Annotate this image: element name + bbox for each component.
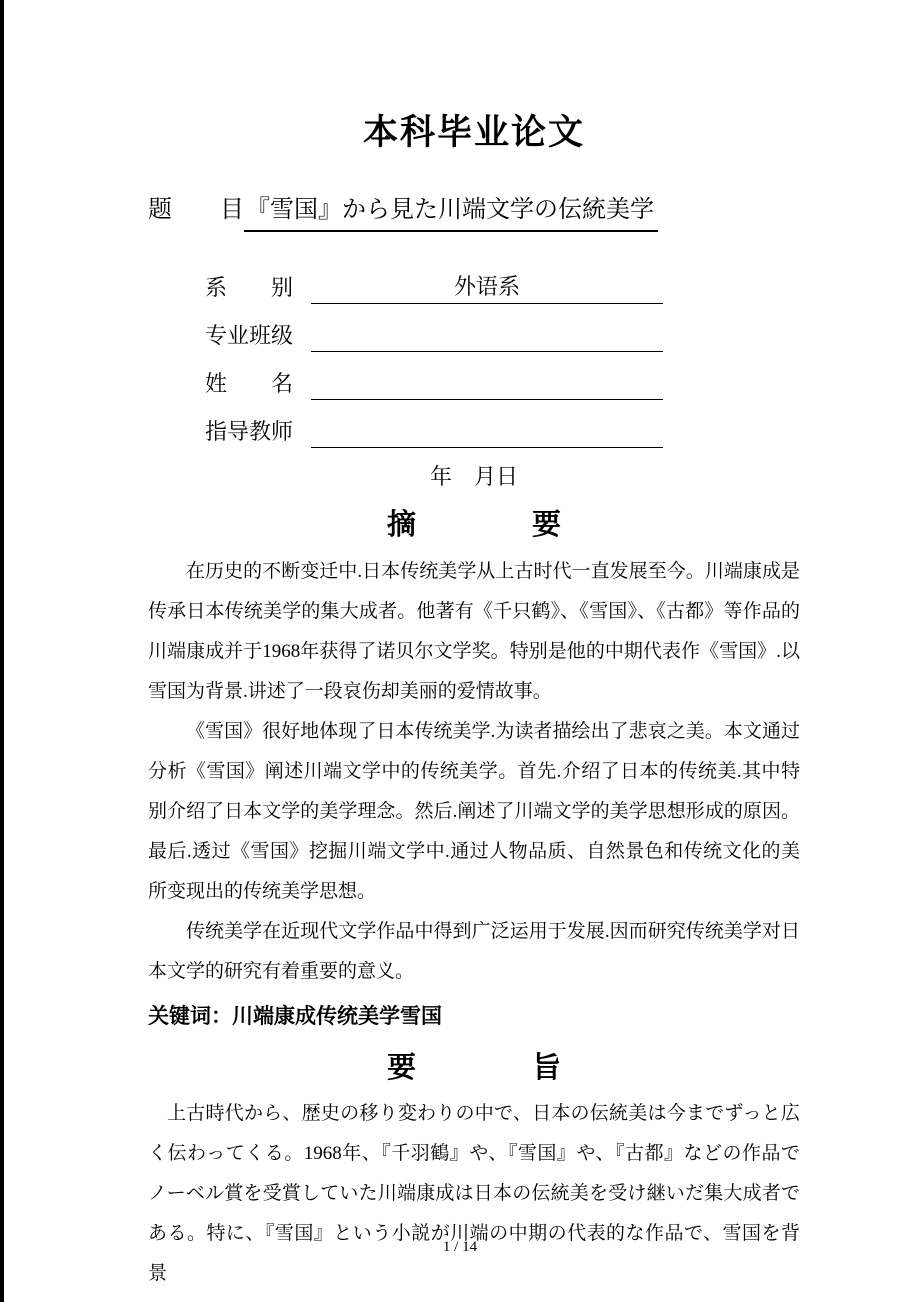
abstract-cn-body [148,552,800,992]
abstract-paragraph: 传统美学在近现代文学作品中得到广泛运用于发展.因而研究传统美学对日本文学的研究有着重要的意义。 [148,921,800,983]
department-value-line: 外语系 [311,270,663,304]
major-label: 专业班级 [205,322,294,348]
field-row-department [205,256,800,304]
cover-fields [205,256,800,448]
major-value-line [311,322,663,352]
keywords-label: 关键词： [148,1004,232,1029]
topic-row [148,194,800,232]
topic-value: 『雪国』から見た川端文学の伝統美学 [244,194,658,232]
scan-edge-artifact [0,0,4,1302]
name-value-line [311,370,663,400]
name-label: 姓 名 [205,370,294,396]
date-line: 年 月日 [429,463,518,489]
abstract-jp-paragraph: 上古時代から、歴史の移り変わりの中で、日本の伝統美は今までずっと広く伝わってくる。1968年、『千羽鶴』や、『雪国』や、『古都』などの作品でノーベル賞を受賞していた川端康成は日本の伝統美を受け継いだ集大成者である。特に、『雪国』という小説が川端の中期の代表的な作品で、雪国を背景 [148,1102,800,1284]
abstract-paragraph: 在历史的不断变迁中.日本传统美学从上古时代一直发展至今。川端康成是传承日本传统美学的集大成者。他著有《千只鹤》、《雪国》、《古都》等作品的川端康成并于1968年获得了诺贝尔文学奖。特别是他的中期代表作《雪国》.以雪国为背景.讲述了一段哀伤却美丽的爱情故事。 [148,561,800,703]
abstract-cn-heading: 摘 要 [386,508,561,541]
keywords-line [148,998,800,1036]
department-label: 系 别 [205,274,294,300]
field-row-advisor [205,400,800,448]
keywords-value: 川端康成传统美学雪国 [232,1004,442,1029]
advisor-label: 指导教师 [205,418,294,444]
field-row-major [205,304,800,352]
page-number: 1 / 14 [442,1239,478,1255]
document-title: 本科毕业论文 [362,113,585,152]
advisor-value-line [311,418,663,448]
topic-label: 题 目 [148,197,244,223]
field-row-name [205,352,800,400]
abstract-paragraph: 《雪国》很好地体现了日本传统美学.为读者描绘出了悲哀之美。本文通过分析《雪国》阐述川端文学中的传统美学。首先.介绍了日本的传统美.其中特别介绍了日本文学的美学理念。然后.阐述了川端文学的美学思想形成的原因。最后.透过《雪国》挖掘川端文学中.通过人物品质、自然景色和传统文化的美所变现出的传统美学思想。 [148,721,800,903]
abstract-jp-heading: 要 旨 [386,1052,561,1085]
